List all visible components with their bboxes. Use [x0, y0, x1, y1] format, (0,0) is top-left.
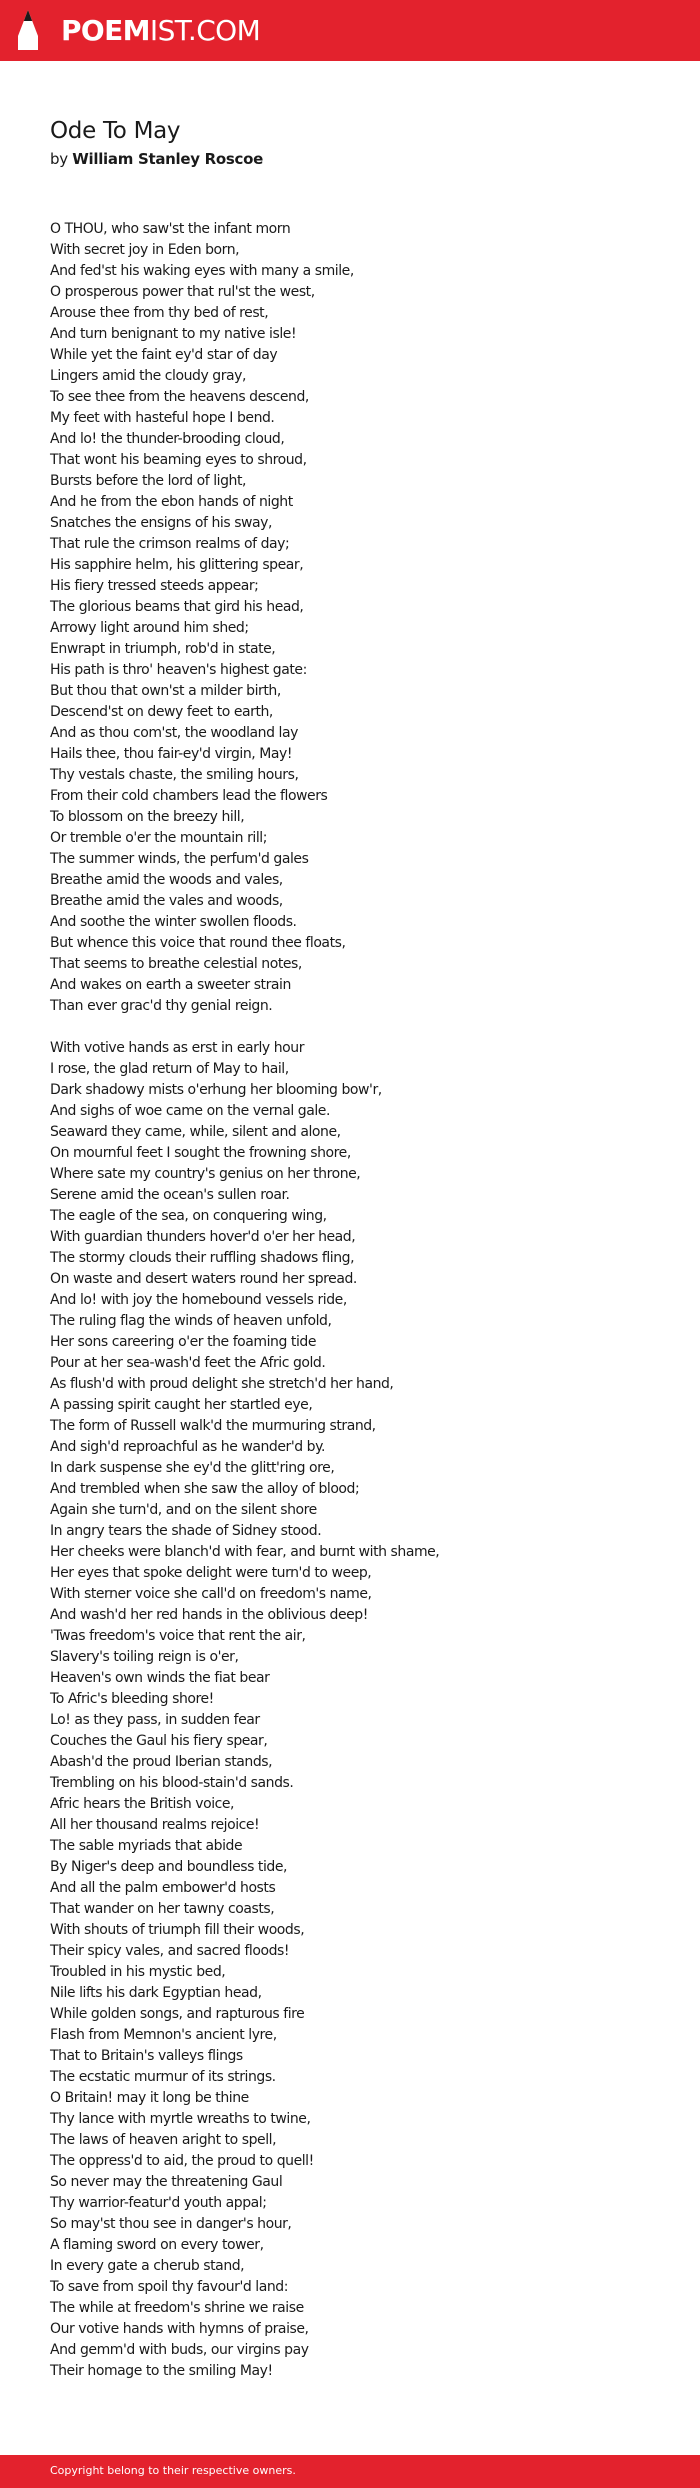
poem-line: All her thousand realms rejoice! [50, 1817, 260, 1833]
poem-line: Lingers amid the cloudy gray, [50, 368, 246, 384]
poem-line: By Niger's deep and boundless tide, [50, 1859, 287, 1875]
poem-stanza [50, 1038, 670, 2382]
poem-line: Seaward they came, while, silent and alone, [50, 1124, 341, 1140]
poem-line: O prosperous power that rul'st the west, [50, 284, 315, 300]
poem-line: Her cheeks were blanch'd with fear, and burnt with shame, [50, 1544, 440, 1560]
poem-line: His sapphire helm, his glittering spear, [50, 557, 304, 573]
poem-stanza [50, 219, 670, 1017]
poem-line: With sterner voice she call'd on freedom's name, [50, 1586, 372, 1602]
poem-line: And wakes on earth a sweeter strain [50, 977, 291, 993]
poem-line: Thy lance with myrtle wreaths to twine, [50, 2111, 311, 2127]
poem-line: Descend'st on dewy feet to earth, [50, 704, 273, 720]
poem-line: In dark suspense she ey'd the glitt'ring ore, [50, 1460, 335, 1476]
poem-line: Her eyes that spoke delight were turn'd to weep, [50, 1565, 372, 1581]
poem-line: From their cold chambers lead the flowers [50, 788, 328, 804]
poem-line: The ecstatic murmur of its strings. [50, 2069, 276, 2085]
poem-line: The laws of heaven aright to spell, [50, 2132, 277, 2148]
poem-line: So never may the threatening Gaul [50, 2174, 283, 2190]
poem-line: And trembled when she saw the alloy of blood; [50, 1481, 360, 1497]
poem-line: Trembling on his blood-stain'd sands. [50, 1775, 294, 1791]
poem-line: The oppress'd to aid, the proud to quell! [50, 2153, 314, 2169]
poem-line: Enwrapt in triumph, rob'd in state, [50, 641, 276, 657]
poem-line: The stormy clouds their ruffling shadows fling, [50, 1250, 355, 1266]
poem-line: 'Twas freedom's voice that rent the air, [50, 1628, 306, 1644]
poem-line: Thy warrior-featur'd youth appal; [50, 2195, 267, 2211]
pencil-nib-icon[interactable] [17, 9, 39, 51]
poem-line: To Afric's bleeding shore! [50, 1691, 214, 1707]
poem-line: Heaven's own winds the fiat bear [50, 1670, 270, 1686]
poem-line: With secret joy in Eden born, [50, 242, 240, 258]
poem-line: That wander on her tawny coasts, [50, 1901, 275, 1917]
poem-line: Their homage to the smiling May! [50, 2363, 273, 2379]
poem-line: To see thee from the heavens descend, [50, 389, 309, 405]
poem-line: And gemm'd with buds, our virgins pay [50, 2342, 309, 2358]
poem-line: And lo! with joy the homebound vessels ride, [50, 1292, 347, 1308]
poem-line: While yet the faint ey'd star of day [50, 347, 278, 363]
poem-line: The glorious beams that gird his head, [50, 599, 304, 615]
poem-line: With votive hands as erst in early hour [50, 1040, 305, 1056]
poem-line: On waste and desert waters round her spread. [50, 1271, 357, 1287]
poem-line: To save from spoil thy favour'd land: [50, 2279, 288, 2295]
poem-line: Where sate my country's genius on her throne, [50, 1166, 361, 1182]
poem-line: Abash'd the proud Iberian stands, [50, 1754, 273, 1770]
poem-line: That to Britain's valleys flings [50, 2048, 243, 2064]
poem-line: The while at freedom's shrine we raise [50, 2300, 304, 2316]
poem-line: Pour at her sea-wash'd feet the Afric gold. [50, 1355, 326, 1371]
site-header [0, 0, 700, 61]
poem-line: The form of Russell walk'd the murmuring strand, [50, 1418, 376, 1434]
poem-line: That seems to breathe celestial notes, [50, 956, 302, 972]
poem-line: Bursts before the lord of light, [50, 473, 247, 489]
poem-line: In every gate a cherub stand, [50, 2258, 245, 2274]
poem-line: That rule the crimson realms of day; [50, 536, 290, 552]
poem-line: Couches the Gaul his fiery spear, [50, 1733, 268, 1749]
poem-line: Hails thee, thou fair-ey'd virgin, May! [50, 746, 293, 762]
poem-line: But thou that own'st a milder birth, [50, 683, 281, 699]
poem-line: In angry tears the shade of Sidney stood. [50, 1523, 322, 1539]
poem-line: And as thou com'st, the woodland lay [50, 725, 298, 741]
poem-line: Troubled in his mystic bed, [50, 1964, 226, 1980]
poem-line: And lo! the thunder-brooding cloud, [50, 431, 285, 447]
poem-line: But whence this voice that round thee floats, [50, 935, 346, 951]
by-label: by [50, 150, 68, 168]
poem-line: As flush'd with proud delight she stretch'd her hand, [50, 1376, 394, 1392]
poem-line: Their spicy vales, and sacred floods! [50, 1943, 290, 1959]
poem-line: Slavery's toiling reign is o'er, [50, 1649, 239, 1665]
poem-line: My feet with hasteful hope I bend. [50, 410, 275, 426]
poem-line: Our votive hands with hymns of praise, [50, 2321, 309, 2337]
poem-line: His path is thro' heaven's highest gate: [50, 662, 307, 678]
poem-line: Arrowy light around him shed; [50, 620, 249, 636]
poem-line: His fiery tressed steeds appear; [50, 578, 259, 594]
poem-line: I rose, the glad return of May to hail, [50, 1061, 289, 1077]
poem-line: With shouts of triumph fill their woods, [50, 1922, 305, 1938]
poem-line: Breathe amid the woods and vales, [50, 872, 283, 888]
poem-line: So may'st thou see in danger's hour, [50, 2216, 292, 2232]
logo-light-text: IST.COM [149, 14, 261, 47]
footer-copyright: Copyright belong to their respective owners. [50, 2464, 296, 2477]
poem-line: Flash from Memnon's ancient lyre, [50, 2027, 277, 2043]
poem-line: Nile lifts his dark Egyptian head, [50, 1985, 262, 2001]
poem-line: And soothe the winter swollen floods. [50, 914, 297, 930]
poem-line: Afric hears the British voice, [50, 1796, 235, 1812]
poem-line: And wash'd her red hands in the oblivious deep! [50, 1607, 368, 1623]
poem-line: Arouse thee from thy bed of rest, [50, 305, 269, 321]
poem-line: On mournful feet I sought the frowning shore, [50, 1145, 351, 1161]
poem-body [50, 219, 670, 2382]
poem-line: The summer winds, the perfum'd gales [50, 851, 309, 867]
poem-line: Serene amid the ocean's sullen roar. [50, 1187, 290, 1203]
poem-line: The ruling flag the winds of heaven unfold, [50, 1313, 332, 1329]
poem-line: Dark shadowy mists o'erhung her blooming bow'r, [50, 1082, 382, 1098]
poem-line: Or tremble o'er the mountain rill; [50, 830, 267, 846]
poem-line: And sigh'd reproachful as he wander'd by. [50, 1439, 325, 1455]
poem-line: A flaming sword on every tower, [50, 2237, 264, 2253]
poem-line: And fed'st his waking eyes with many a smile, [50, 263, 354, 279]
site-footer [0, 2455, 700, 2488]
poem-line: The eagle of the sea, on conquering wing, [50, 1208, 327, 1224]
poem-byline [50, 149, 263, 169]
poem-line: O THOU, who saw'st the infant morn [50, 221, 291, 237]
poem-line: Breathe amid the vales and woods, [50, 893, 283, 909]
poem-line: That wont his beaming eyes to shroud, [50, 452, 307, 468]
poem-line: A passing spirit caught her startled eye, [50, 1397, 313, 1413]
poem-line: The sable myriads that abide [50, 1838, 243, 1854]
poem-line: Snatches the ensigns of his sway, [50, 515, 273, 531]
poem-line: Again she turn'd, and on the silent shore [50, 1502, 317, 1518]
site-logo[interactable] [61, 14, 260, 48]
poem-line: Thy vestals chaste, the smiling hours, [50, 767, 299, 783]
poem-line: And sighs of woe came on the vernal gale. [50, 1103, 330, 1119]
poem-title: Ode To May [50, 118, 181, 144]
logo-bold-text: POEM [61, 14, 150, 47]
poem-line: And all the palm embower'd hosts [50, 1880, 276, 1896]
poem-line: And he from the ebon hands of night [50, 494, 293, 510]
poem-line: O Britain! may it long be thine [50, 2090, 249, 2106]
poem-line: And turn benignant to my native isle! [50, 326, 297, 342]
poem-line: Her sons careering o'er the foaming tide [50, 1334, 316, 1350]
poem-author[interactable]: William Stanley Roscoe [72, 150, 264, 168]
poem-line: With guardian thunders hover'd o'er her head, [50, 1229, 356, 1245]
poem-line: Than ever grac'd thy genial reign. [50, 998, 273, 1014]
poem-line: To blossom on the breezy hill, [50, 809, 245, 825]
poem-line: Lo! as they pass, in sudden fear [50, 1712, 260, 1728]
poem-line: While golden songs, and rapturous fire [50, 2006, 305, 2022]
